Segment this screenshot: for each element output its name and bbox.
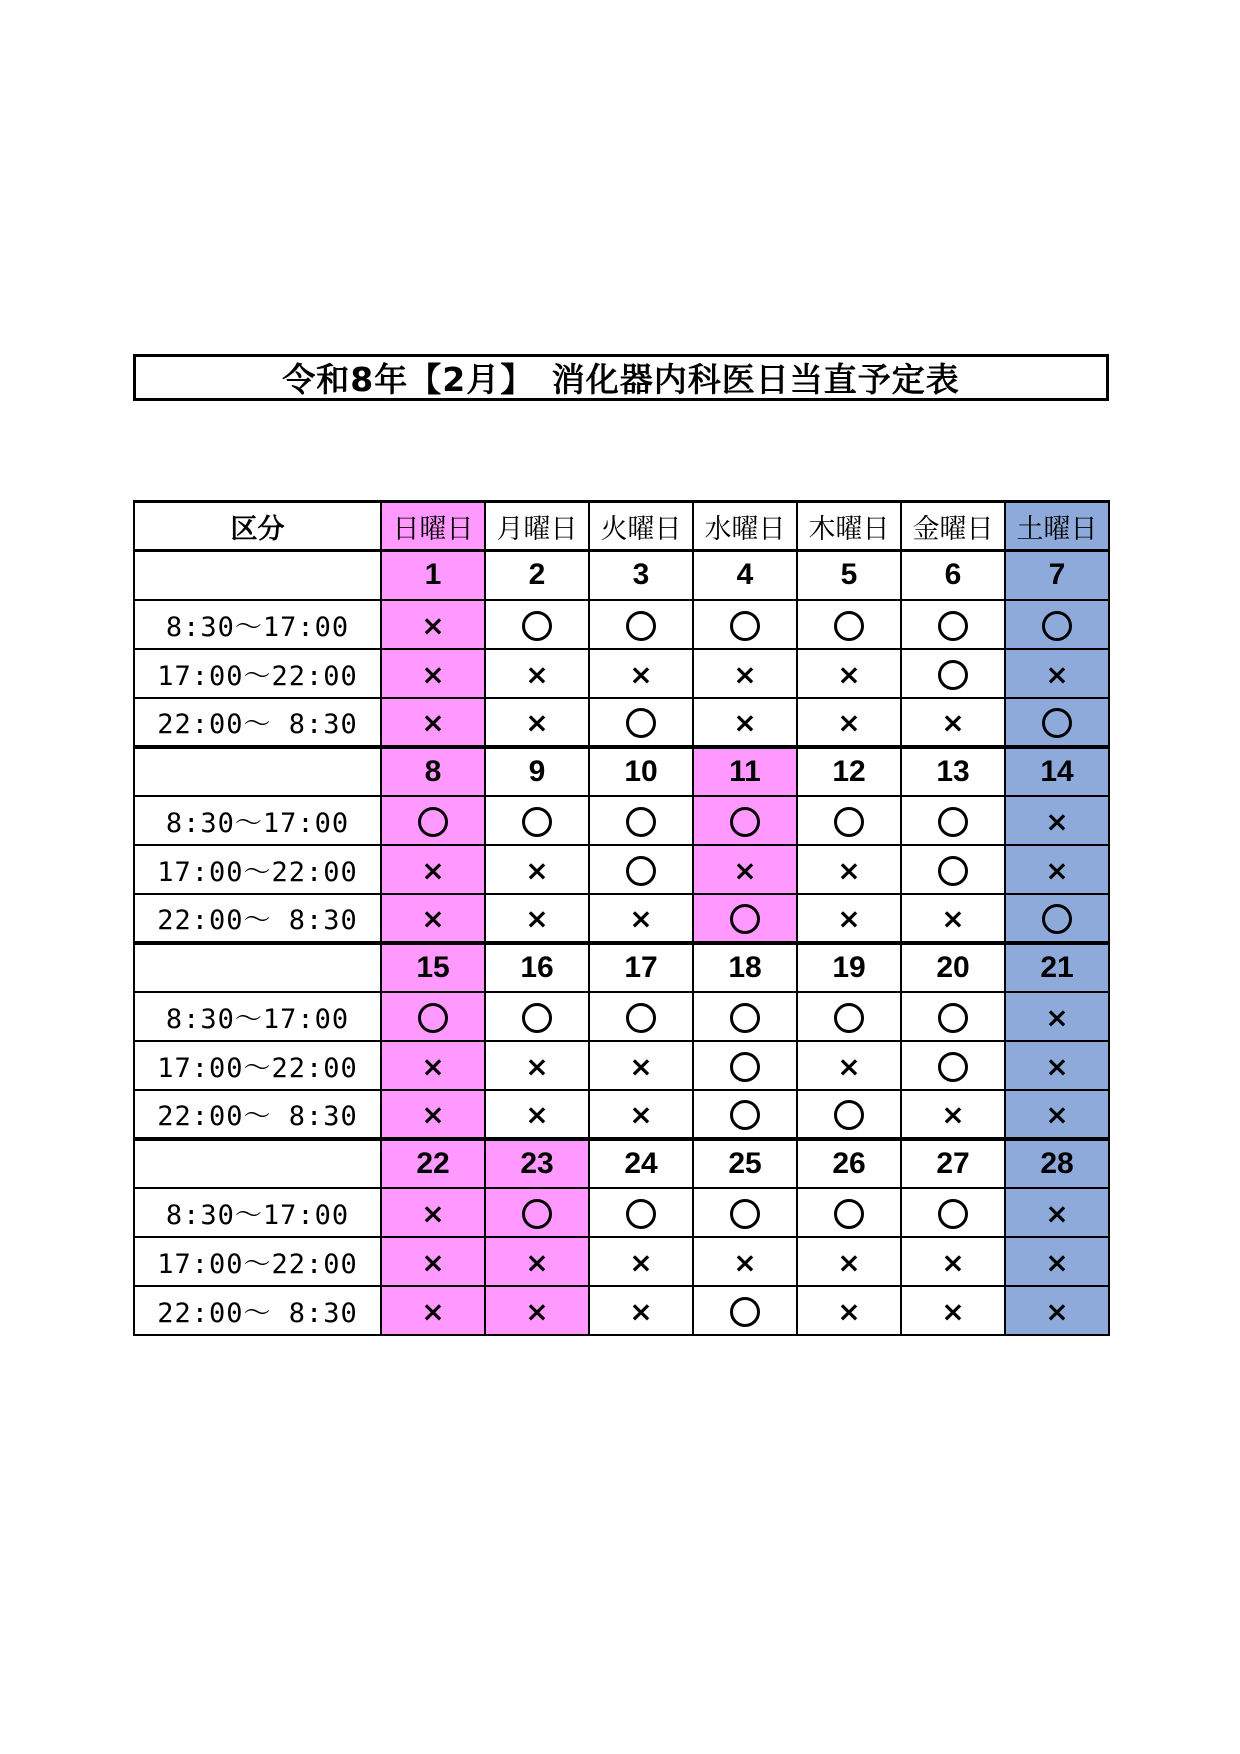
- header-day-friday: 金曜日: [901, 502, 1005, 551]
- available-circle-icon: [1042, 904, 1072, 934]
- available-circle-icon: [834, 1003, 864, 1033]
- availability-cell: [485, 992, 589, 1041]
- unavailable-cross-icon: ×: [421, 1196, 445, 1230]
- availability-cell: [381, 1041, 485, 1090]
- date-cell: 27: [901, 1139, 1005, 1188]
- availability-cell: [693, 992, 797, 1041]
- date-cell: 12: [797, 747, 901, 796]
- date-row-label-cell: [134, 551, 381, 600]
- available-circle-icon: [626, 1003, 656, 1033]
- unavailable-cross-icon: ×: [421, 1245, 445, 1279]
- time-slot-label: 17:00～22:00: [134, 845, 381, 894]
- availability-cell: [797, 992, 901, 1041]
- availability-cell: [693, 698, 797, 747]
- availability-cell: [589, 1188, 693, 1237]
- unavailable-cross-icon: ×: [629, 902, 653, 935]
- availability-cell: [381, 600, 485, 649]
- date-cell: 23: [485, 1139, 589, 1188]
- date-cell: 1: [381, 551, 485, 600]
- date-row-label-cell: [134, 1139, 381, 1188]
- unavailable-cross-icon: ×: [1045, 1000, 1069, 1034]
- date-cell: 24: [589, 1139, 693, 1188]
- time-slot-label: 17:00～22:00: [134, 649, 381, 698]
- availability-cell: [1005, 845, 1109, 894]
- available-circle-icon: [938, 807, 968, 837]
- availability-cell: [485, 600, 589, 649]
- unavailable-cross-icon: ×: [837, 657, 861, 691]
- availability-cell: [589, 649, 693, 698]
- date-cell: 22: [381, 1139, 485, 1188]
- unavailable-cross-icon: ×: [837, 1245, 861, 1279]
- available-circle-icon: [730, 807, 760, 837]
- availability-cell: [589, 845, 693, 894]
- date-row: [134, 1139, 1109, 1188]
- availability-cell: [797, 1090, 901, 1139]
- unavailable-cross-icon: ×: [421, 657, 445, 691]
- availability-cell: [485, 796, 589, 845]
- availability-cell: [381, 1237, 485, 1286]
- slot-row: [134, 649, 1109, 698]
- availability-cell: [693, 1286, 797, 1335]
- availability-cell: [485, 698, 589, 747]
- time-slot-label: 22:00～ 8:30: [134, 1090, 381, 1139]
- header-day-tuesday: 火曜日: [589, 502, 693, 551]
- available-circle-icon: [834, 1100, 864, 1130]
- available-circle-icon: [522, 1003, 552, 1033]
- header-day-thursday: 木曜日: [797, 502, 901, 551]
- date-cell: 21: [1005, 943, 1109, 992]
- unavailable-cross-icon: ×: [941, 902, 965, 935]
- availability-cell: [901, 894, 1005, 943]
- date-cell: 20: [901, 943, 1005, 992]
- availability-cell: [901, 1188, 1005, 1237]
- unavailable-cross-icon: ×: [525, 1049, 549, 1083]
- date-cell: 9: [485, 747, 589, 796]
- unavailable-cross-icon: ×: [733, 706, 757, 739]
- availability-cell: [381, 992, 485, 1041]
- available-circle-icon: [730, 1199, 760, 1229]
- slot-row: [134, 894, 1109, 943]
- unavailable-cross-icon: ×: [421, 1294, 445, 1328]
- availability-cell: [797, 649, 901, 698]
- available-circle-icon: [522, 1199, 552, 1229]
- availability-cell: [797, 894, 901, 943]
- unavailable-cross-icon: ×: [421, 706, 445, 739]
- availability-cell: [589, 894, 693, 943]
- availability-cell: [381, 796, 485, 845]
- available-circle-icon: [418, 807, 448, 837]
- availability-cell: [797, 1237, 901, 1286]
- unavailable-cross-icon: ×: [1045, 804, 1069, 838]
- unavailable-cross-icon: ×: [733, 657, 757, 691]
- availability-cell: [485, 1090, 589, 1139]
- unavailable-cross-icon: ×: [837, 853, 861, 887]
- availability-cell: [797, 1286, 901, 1335]
- unavailable-cross-icon: ×: [837, 902, 861, 935]
- available-circle-icon: [1042, 611, 1072, 641]
- availability-cell: [1005, 1237, 1109, 1286]
- availability-cell: [381, 649, 485, 698]
- availability-cell: [1005, 1041, 1109, 1090]
- availability-cell: [589, 698, 693, 747]
- date-row: [134, 551, 1109, 600]
- availability-cell: [693, 1041, 797, 1090]
- time-slot-label: 22:00～ 8:30: [134, 698, 381, 747]
- availability-cell: [589, 1090, 693, 1139]
- availability-cell: [693, 796, 797, 845]
- available-circle-icon: [418, 1003, 448, 1033]
- header-day-sunday: 日曜日: [381, 502, 485, 551]
- availability-cell: [901, 600, 1005, 649]
- unavailable-cross-icon: ×: [733, 853, 757, 887]
- header-day-monday: 月曜日: [485, 502, 589, 551]
- available-circle-icon: [730, 1297, 760, 1327]
- availability-cell: [381, 845, 485, 894]
- unavailable-cross-icon: ×: [837, 706, 861, 739]
- availability-cell: [693, 600, 797, 649]
- availability-cell: [589, 1286, 693, 1335]
- slot-row: [134, 1041, 1109, 1090]
- unavailable-cross-icon: ×: [941, 706, 965, 739]
- unavailable-cross-icon: ×: [525, 902, 549, 935]
- availability-cell: [901, 992, 1005, 1041]
- unavailable-cross-icon: ×: [733, 1245, 757, 1279]
- schedule-table: [133, 500, 1110, 1336]
- availability-cell: [381, 894, 485, 943]
- date-cell: 28: [1005, 1139, 1109, 1188]
- date-cell: 14: [1005, 747, 1109, 796]
- availability-cell: [797, 698, 901, 747]
- unavailable-cross-icon: ×: [629, 1049, 653, 1083]
- unavailable-cross-icon: ×: [629, 1294, 653, 1328]
- slot-row: [134, 1237, 1109, 1286]
- time-slot-label: 8:30～17:00: [134, 992, 381, 1041]
- time-slot-label: 17:00～22:00: [134, 1237, 381, 1286]
- availability-cell: [485, 1237, 589, 1286]
- unavailable-cross-icon: ×: [941, 1098, 965, 1131]
- unavailable-cross-icon: ×: [1045, 1294, 1069, 1328]
- available-circle-icon: [522, 611, 552, 641]
- available-circle-icon: [834, 1199, 864, 1229]
- available-circle-icon: [730, 1052, 760, 1082]
- available-circle-icon: [834, 611, 864, 641]
- availability-cell: [589, 1237, 693, 1286]
- time-slot-label: 17:00～22:00: [134, 1041, 381, 1090]
- date-cell: 10: [589, 747, 693, 796]
- slot-row: [134, 796, 1109, 845]
- available-circle-icon: [522, 807, 552, 837]
- availability-cell: [901, 698, 1005, 747]
- availability-cell: [901, 845, 1005, 894]
- date-cell: 17: [589, 943, 693, 992]
- unavailable-cross-icon: ×: [421, 1049, 445, 1083]
- available-circle-icon: [938, 611, 968, 641]
- date-cell: 5: [797, 551, 901, 600]
- available-circle-icon: [1042, 708, 1072, 738]
- available-circle-icon: [938, 660, 968, 690]
- slot-row: [134, 698, 1109, 747]
- available-circle-icon: [834, 807, 864, 837]
- unavailable-cross-icon: ×: [629, 1245, 653, 1279]
- available-circle-icon: [938, 1003, 968, 1033]
- slot-row: [134, 1286, 1109, 1335]
- slot-row: [134, 845, 1109, 894]
- date-row: [134, 943, 1109, 992]
- availability-cell: [901, 1286, 1005, 1335]
- availability-cell: [901, 1041, 1005, 1090]
- unavailable-cross-icon: ×: [1045, 1245, 1069, 1279]
- date-cell: 15: [381, 943, 485, 992]
- slot-row: [134, 1188, 1109, 1237]
- unavailable-cross-icon: ×: [525, 1098, 549, 1131]
- availability-cell: [485, 894, 589, 943]
- unavailable-cross-icon: ×: [941, 1294, 965, 1328]
- date-cell: 16: [485, 943, 589, 992]
- date-cell: 8: [381, 747, 485, 796]
- unavailable-cross-icon: ×: [421, 902, 445, 935]
- available-circle-icon: [626, 708, 656, 738]
- availability-cell: [1005, 1090, 1109, 1139]
- availability-cell: [1005, 992, 1109, 1041]
- unavailable-cross-icon: ×: [525, 1294, 549, 1328]
- availability-cell: [693, 649, 797, 698]
- time-slot-label: 8:30～17:00: [134, 796, 381, 845]
- date-cell: 18: [693, 943, 797, 992]
- unavailable-cross-icon: ×: [1045, 1049, 1069, 1083]
- available-circle-icon: [730, 904, 760, 934]
- date-cell: 19: [797, 943, 901, 992]
- available-circle-icon: [626, 611, 656, 641]
- date-cell: 6: [901, 551, 1005, 600]
- availability-cell: [381, 1286, 485, 1335]
- availability-cell: [693, 845, 797, 894]
- available-circle-icon: [730, 611, 760, 641]
- availability-cell: [589, 600, 693, 649]
- unavailable-cross-icon: ×: [837, 1294, 861, 1328]
- unavailable-cross-icon: ×: [629, 657, 653, 691]
- availability-cell: [797, 845, 901, 894]
- date-cell: 7: [1005, 551, 1109, 600]
- slot-row: [134, 1090, 1109, 1139]
- availability-cell: [381, 698, 485, 747]
- unavailable-cross-icon: ×: [421, 608, 445, 642]
- unavailable-cross-icon: ×: [1045, 657, 1069, 691]
- availability-cell: [381, 1090, 485, 1139]
- availability-cell: [1005, 894, 1109, 943]
- availability-cell: [901, 649, 1005, 698]
- availability-cell: [485, 1286, 589, 1335]
- availability-cell: [589, 796, 693, 845]
- date-cell: 13: [901, 747, 1005, 796]
- unavailable-cross-icon: ×: [421, 1098, 445, 1131]
- date-row: [134, 747, 1109, 796]
- available-circle-icon: [730, 1100, 760, 1130]
- availability-cell: [901, 1090, 1005, 1139]
- time-slot-label: 22:00～ 8:30: [134, 894, 381, 943]
- unavailable-cross-icon: ×: [837, 1049, 861, 1083]
- availability-cell: [485, 649, 589, 698]
- unavailable-cross-icon: ×: [525, 1245, 549, 1279]
- availability-cell: [901, 1237, 1005, 1286]
- unavailable-cross-icon: ×: [1045, 853, 1069, 887]
- header-row: [134, 502, 1109, 551]
- unavailable-cross-icon: ×: [525, 706, 549, 739]
- slot-row: [134, 600, 1109, 649]
- date-cell: 26: [797, 1139, 901, 1188]
- availability-cell: [797, 1188, 901, 1237]
- unavailable-cross-icon: ×: [421, 853, 445, 887]
- header-day-saturday: 土曜日: [1005, 502, 1109, 551]
- available-circle-icon: [730, 1003, 760, 1033]
- availability-cell: [797, 796, 901, 845]
- time-slot-label: 8:30～17:00: [134, 600, 381, 649]
- availability-cell: [381, 1188, 485, 1237]
- availability-cell: [693, 1188, 797, 1237]
- page-title: 令和8年【2月】 消化器内科医日当直予定表: [133, 354, 1109, 401]
- available-circle-icon: [938, 856, 968, 886]
- availability-cell: [485, 845, 589, 894]
- time-slot-label: 8:30～17:00: [134, 1188, 381, 1237]
- availability-cell: [589, 992, 693, 1041]
- availability-cell: [693, 1237, 797, 1286]
- availability-cell: [693, 894, 797, 943]
- availability-cell: [589, 1041, 693, 1090]
- date-cell: 4: [693, 551, 797, 600]
- available-circle-icon: [938, 1199, 968, 1229]
- availability-cell: [693, 1090, 797, 1139]
- availability-cell: [797, 1041, 901, 1090]
- date-cell: 25: [693, 1139, 797, 1188]
- availability-cell: [485, 1188, 589, 1237]
- date-cell: 3: [589, 551, 693, 600]
- availability-cell: [1005, 1286, 1109, 1335]
- available-circle-icon: [938, 1052, 968, 1082]
- date-cell: 2: [485, 551, 589, 600]
- availability-cell: [1005, 1188, 1109, 1237]
- availability-cell: [1005, 796, 1109, 845]
- unavailable-cross-icon: ×: [1045, 1098, 1069, 1131]
- slot-row: [134, 992, 1109, 1041]
- unavailable-cross-icon: ×: [1045, 1196, 1069, 1230]
- date-row-label-cell: [134, 747, 381, 796]
- availability-cell: [901, 796, 1005, 845]
- available-circle-icon: [626, 1199, 656, 1229]
- availability-cell: [1005, 600, 1109, 649]
- available-circle-icon: [626, 807, 656, 837]
- time-slot-label: 22:00～ 8:30: [134, 1286, 381, 1335]
- availability-cell: [797, 600, 901, 649]
- unavailable-cross-icon: ×: [525, 657, 549, 691]
- header-day-wednesday: 水曜日: [693, 502, 797, 551]
- header-label-cell: 区分: [134, 502, 381, 551]
- available-circle-icon: [626, 856, 656, 886]
- availability-cell: [485, 1041, 589, 1090]
- unavailable-cross-icon: ×: [629, 1098, 653, 1131]
- date-row-label-cell: [134, 943, 381, 992]
- unavailable-cross-icon: ×: [525, 853, 549, 887]
- availability-cell: [1005, 649, 1109, 698]
- unavailable-cross-icon: ×: [941, 1245, 965, 1279]
- date-cell: 11: [693, 747, 797, 796]
- availability-cell: [1005, 698, 1109, 747]
